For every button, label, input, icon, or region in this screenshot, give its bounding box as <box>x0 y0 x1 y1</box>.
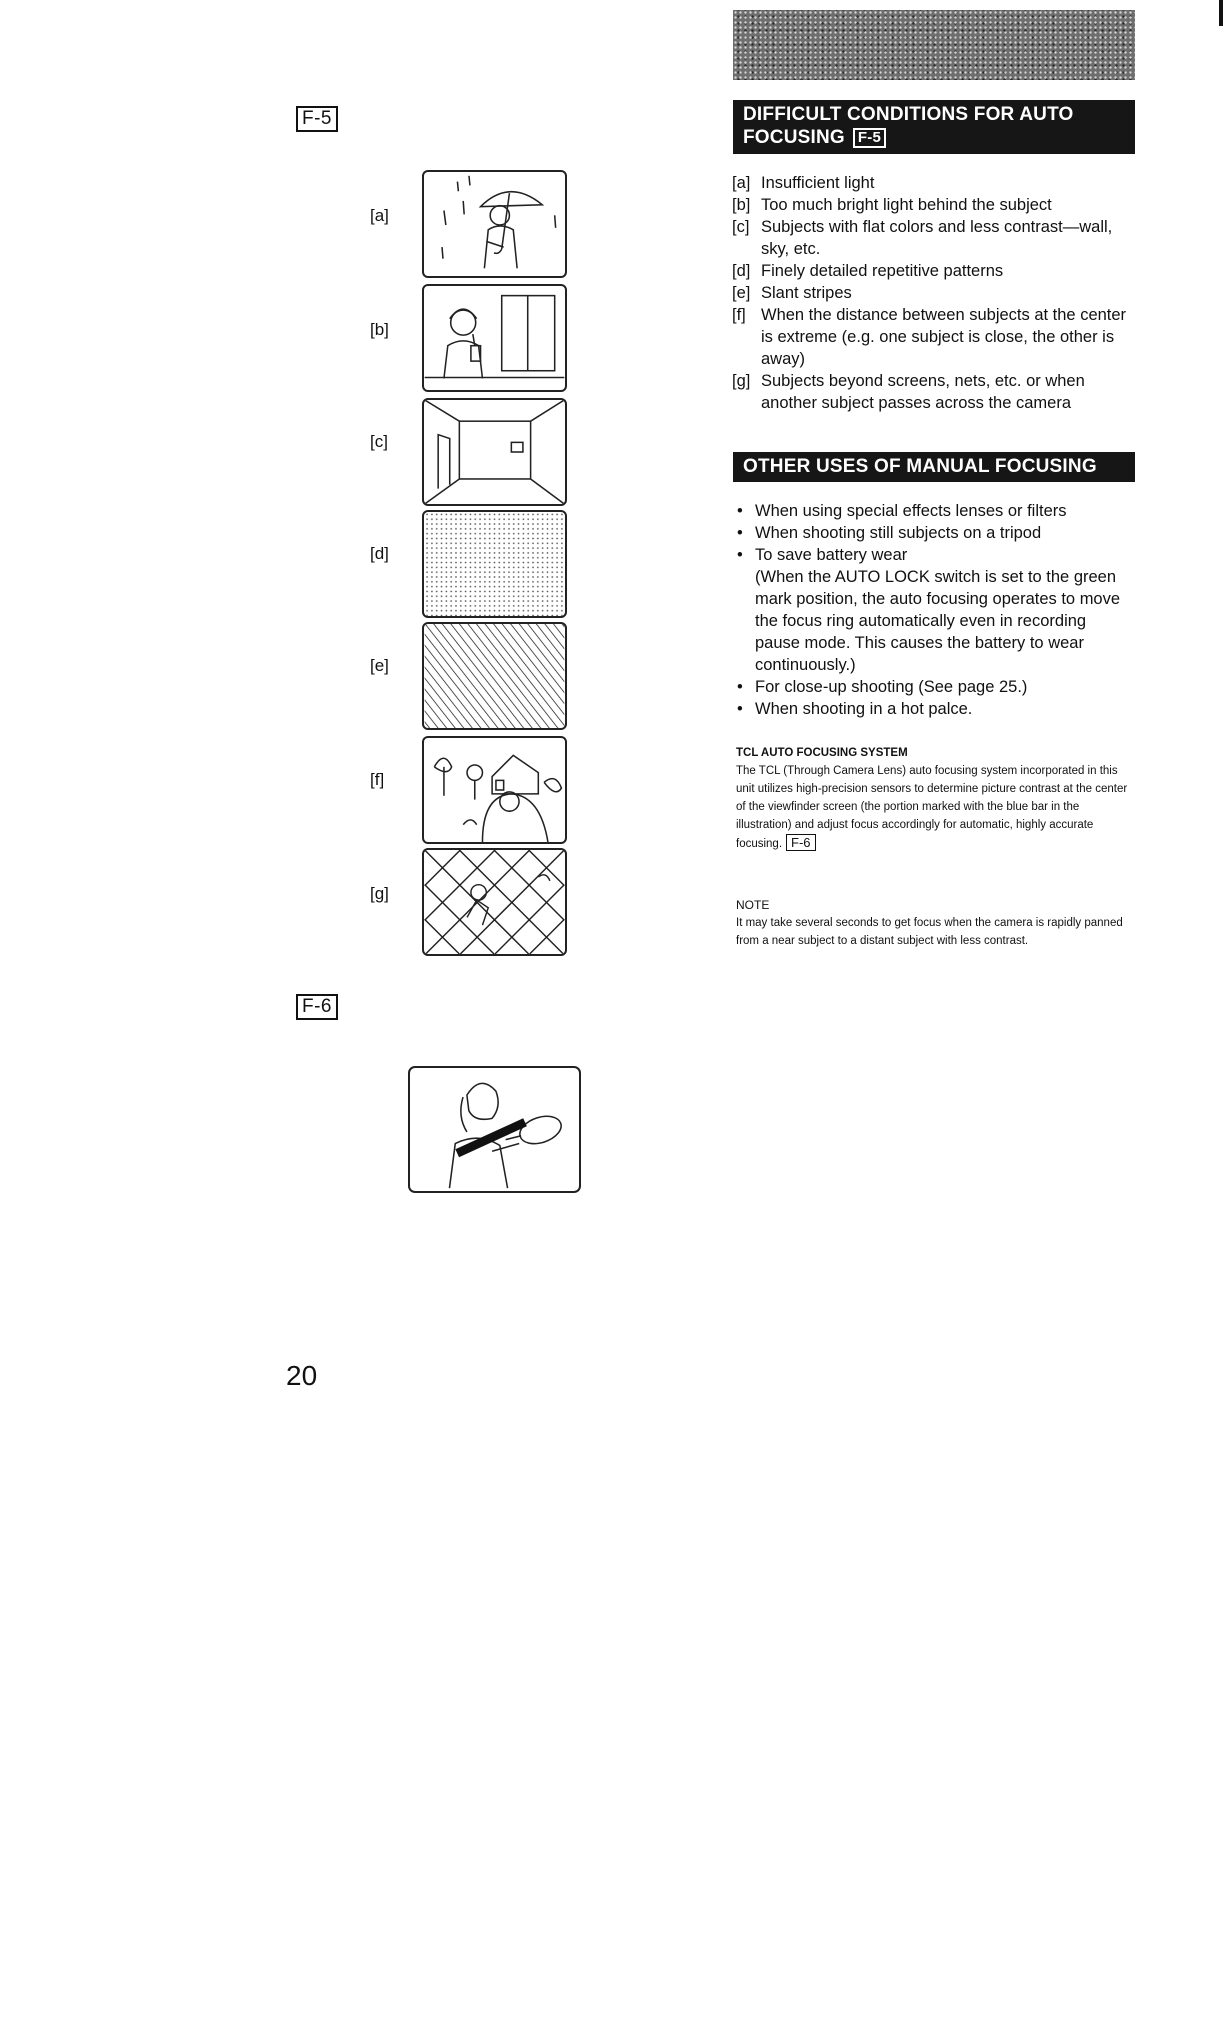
panel-label-d: [d] <box>370 544 389 563</box>
panel-label-g: [g] <box>370 884 389 903</box>
dot-pattern-icon <box>422 510 567 618</box>
section-title-difficult-conditions <box>733 100 1135 154</box>
conditions-list <box>732 172 1132 414</box>
tcl-figure-tag: F-6 <box>786 834 816 851</box>
section-title-line2: FOCUSING <box>743 127 845 148</box>
section-title-tag: F-5 <box>853 128 886 148</box>
note-title: NOTE <box>736 898 770 912</box>
list-item: • When shooting in a hot palce. <box>737 700 973 718</box>
condition-item: [a] Insufficient light <box>732 174 875 192</box>
panel-label-c: [c] <box>370 432 388 451</box>
page-number: 20 <box>286 1360 318 1391</box>
condition-item: [c] Subjects with flat colors and less contrast—wall, sky, etc. <box>732 218 1113 258</box>
near-far-subjects-icon <box>422 736 567 844</box>
tcl-body: The TCL (Through Camera Lens) auto focusing system incorporated in this unit utilizes high-precision sensors to determine picture contrast at the center of the viewfinder screen (the portion marked with the blue bar in the illustration) and adjust focus accordingly for automatic, highly accurate focusing. <box>736 765 1128 850</box>
condition-item: [f] When the distance between subjects at the center is extreme (e.g. one subject is close, the other is away) <box>732 306 1127 368</box>
list-item: (When the AUTO LOCK switch is set to the green mark position, the auto focusing operates to move the focus ring automatically even in recording pause mode. This causes the battery to wear continuously.) <box>755 568 1121 674</box>
rain-umbrella-icon <box>422 170 567 278</box>
panel-label-b: [b] <box>370 320 389 339</box>
tennis-player-icon <box>408 1066 581 1193</box>
figure-tag-f6: F-6 <box>296 994 338 1020</box>
list-item: • When using special effects lenses or filters <box>737 502 1067 520</box>
backlit-window-icon <box>422 284 567 392</box>
slant-stripes-icon <box>422 622 567 730</box>
manual-uses-list <box>737 500 1135 720</box>
condition-item: [e] Slant stripes <box>732 284 852 302</box>
blank-wall-icon <box>422 398 567 506</box>
note <box>736 896 1136 950</box>
header-halftone-band <box>733 10 1135 80</box>
panel-label-e: [e] <box>370 656 389 675</box>
list-item: • For close-up shooting (See page 25.) <box>737 678 1028 696</box>
note-body: It may take several seconds to get focus when the camera is rapidly panned from a near subject to a distant subject with less contrast. <box>736 917 1123 947</box>
condition-item: [b] Too much bright light behind the subject <box>732 196 1052 214</box>
section-title-line1: DIFFICULT CONDITIONS FOR AUTO <box>743 104 1074 125</box>
figure-tag-f5: F-5 <box>296 106 338 132</box>
net-screen-icon <box>422 848 567 956</box>
list-item: • To save battery wear <box>737 546 908 564</box>
section-title-manual-focusing: OTHER USES OF MANUAL FOCUSING <box>733 452 1135 482</box>
panel-label-a: [a] <box>370 206 389 225</box>
condition-item: [d] Finely detailed repetitive patterns <box>732 262 1004 280</box>
page-edge-mark <box>1219 0 1223 26</box>
condition-item: [g] Subjects beyond screens, nets, etc. or when another subject passes across the camera <box>732 372 1085 412</box>
panel-label-f: [f] <box>370 770 385 789</box>
tcl-title: TCL AUTO FOCUSING SYSTEM <box>736 747 908 759</box>
tcl-info <box>736 744 1136 853</box>
list-item: • When shooting still subjects on a tripod <box>737 524 1042 542</box>
